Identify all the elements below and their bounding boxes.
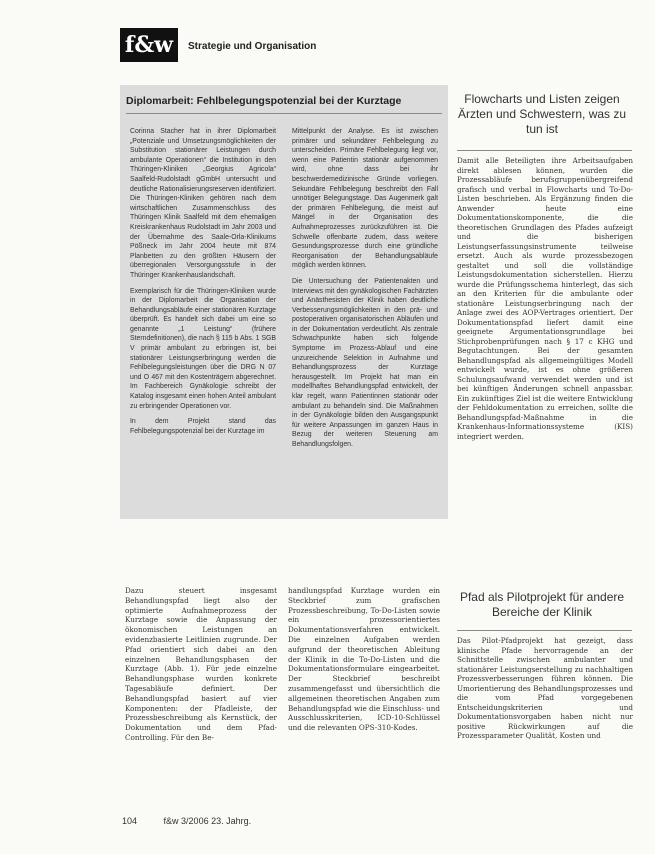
thesis-paragraph: Exemplarisch für die Thüringen-Kliniken wurde in der Diplomarbeit die Organisation der Behandlungsabläufe einer stationären Kurztage überprüft. Es handelt sich dabei um eine so genannte „1 Leistung“ (frühere Sterndefinitionen), die nach § 115 b Abs. 1 SGB V primär ambulant zu erbringen ist, bei stationärer Leistungserbringung werden die Fehlbelegungsleistungen über die DRG N 07 und O 467 mit den Kostenträgern abgerechnet. Im Fachbereich Gynäkologie schreibt der Katalog insgesamt einen hohen Anteil ambulant zu erbringender Operationen vor.: [130, 287, 276, 410]
thesis-column-right: [292, 127, 438, 456]
thesis-paragraph: Corinna Stacher hat in ihrer Diplomarbeit „Potenziale und Umsetzungsmöglichkeiten der Substitution stationärer Leistungen durch ambulante Operationen“ die Institution in den Thüringen-Kliniken „Georgius Agricola“ Saalfeld-Rudolstadt gGmbH untersucht und deutliche Rationalisierungsreserven identifiziert. Die Thüringen-Kliniken gehören nach dem wirtschaftlichen Zusammenschluss des Thüringen Klinik Saalfeld mit dem ehemaligen Kreiskrankenhaus Rudolstadt im Jahr 2003 und der Übernahme des Saale-Orla-Klinikums Pößneck im Jahr 2004 heute mit 874 Planbetten zu den größten Häusern der überregionalen Versorgungsstufe in der Thüringer Krankenhauslandschaft.: [130, 128, 276, 279]
page-number: 104: [122, 816, 138, 826]
body-paragraph: handlungspfad Kurztage wurden ein Steckbrief zum grafischen Prozessbeschreibung, To-Do-Listen sowie ein prozessorientiertes Dokumentationsverfahren entwickelt. Die einzelnen Aufgaben werden aufgrund der theoretischen Ableitung der Klinik in die To-Do-Listen und die Dokumentationsformulare eingearbeitet. Der Steckbrief beschreibt zusammengefasst und übersichtlich die allgemeinen theoretischen Angaben zum Behandlungspfad wie die Einschluss- und Ausschlusskriterien, ICD-10-Schlüssel und die relevanten OPS-310-Kodes.: [288, 586, 440, 733]
sidebar-column-text-2: [457, 636, 633, 741]
thesis-paragraph: In dem Projekt stand das Fehlbelegungspotenzial bei der Kurztage im: [130, 418, 276, 435]
page-footer: [122, 816, 275, 826]
body-paragraph: Damit alle Beteiligten ihre Arbeitsaufgaben direkt ablesen können, wurden die Prozessabläufe berufsgruppenübergreifend grafisch und verbal in Flowcharts und To-Do-Listen beschrieben. Als Ergänzung finden die Anwender heute eine Dokumentationskomponente, die die theoretischen Grundlagen des Pfades aufzeigt und die bisherigen Leistungserfassungsinstrumente teilweise ersetzt. Auch als wurde prozessbezogen gestaltet und soll die vollständige Leistungsdokumentation sicherstellen. Hierzu wurde die Prüfungsschema hinterlegt, das sich an den Kriterien für die ambulante oder stationäre Leistungserbringung nach der Anlage zwei des AOP-Vertrages orientiert. Der Dokumentationspfad liefert damit eine geeignete Argumentationsgrundlage bei Stichprobenprüfungen nach § 17 c KHG und Begutachtungen. Bei der gesamten Behandlungspfad als allgemeingültiges Modell entwickelt wurde, ist es ohne größeren Schulungsaufwand verwendet werden und ist bei künftigen Änderungen schnell anpassbar. Ein zukünftiges Ziel ist die weitere Entwicklung der Fehldokumentation zu erreichen, sollte die Behandlungspfad-Maßnahme in die Krankenhaus-Informationssysteme (KIS) integriert werden.: [457, 156, 633, 441]
thesis-paragraph: Mittelpunkt der Analyse. Es ist zwischen primärer und sekundärer Fehlbelegung zu unterscheiden. Primäre Fehlbelegung liegt vor, wenn eine Patientin stationär aufgenommen wird, ohne dass bei ihr beschwerdemedizinische Gründe vorliegen. Sekundäre Fehlbelegung beschreibt den Fall unnötiger Belegungstage. Das Augenmerk galt der primären Fehlbelegung, die meist auf Mängel in der Organisation des Aufnahmeprozesses zurückzuführen ist. Die Schwelle offenbarte zudem, dass weitere Gesundungsprozesse durch eine gründliche Reorganisation der Behandlungsabläufe möglich werden können.: [292, 128, 438, 270]
issue-label: f&w 3/2006 23. Jahrg.: [163, 816, 252, 826]
thesis-paragraph: Die Untersuchung der Patientenakten und Interviews mit den gynäkologischen Fachärzten und Anästhesisten der Klinik haben deutliche Verbesserungsmöglichkeiten in den prä- und postoperativen organisatorischen Abläufen und in der Dokumentation verdeutlicht. Als zentrale Schwachpunkte haben sich folgende Symptome im Prozess-Ablauf und eine unzureichende Selektion in Aufnahme und Behandlungsprozess der Kurztage herausgestellt. Im Projekt hat man ein modellhaftes Behandlungspfad entwickelt, der klar regelt, wann Patientinnen stationär oder ambulant zu behandeln sind. Die Maßnahmen in der Gynäkologie bilden den Ausgangspunkt für weitere Anpassungen im ganzen Haus in Bezug der weiteren Steuerung am Behandlungsfolgen.: [292, 277, 438, 448]
body-paragraph: Das Pilot-Pfadprojekt hat gezeigt, dass klinische Pfade hervorragende an der Schnittstelle zwischen ambulanter und stationärer Leistungserstellung zu nachhaltigen Prozessverbesserungen führen können. Die Umorientierung des Behandlungsprozesses und die vom Pfad vorgegebenen Entscheidungskriterien und Dokumentationsvorgaben haben nicht nur positive Rückwirkungen auf die Prozessparameter Qualität, Kosten und: [457, 636, 633, 740]
thesis-column-left: [130, 127, 276, 442]
heading-divider: [457, 630, 632, 631]
fw-logo: f&w: [120, 28, 178, 62]
thesis-box-title: Diplomarbeit: Fehlbelegungspotenzial bei der Kurztage: [126, 95, 442, 114]
sidebar-heading-flowcharts: Flowcharts und Listen zeigen Ärzten und Schwestern, was zu tun ist: [457, 92, 627, 136]
body-column-left: [125, 586, 277, 743]
body-paragraph: Dazu steuert insgesamt Behandlungspfad liegt also der optimierte Aufnahmeprozess der Kurztage sowie die Anpassung der ökonomischen Leistungen an evidenzbasierte Leitlinien zugrunde. Der Pfad orientiert sich dabei an den einzelnen Behandlungsphasen der Kurztage (Abb. 1). Für jede einzelne Behandlungsphase wurden konkrete Tagesabläufe definiert. Der Behandlungspfad basiert auf vier Komponenten: der Pfadleiste, der Prozessbeschreibung als Kernstück, der Dokumentation und dem Pfad-Controlling. Für den Be-: [125, 586, 277, 742]
section-title: Strategie und Organisation: [188, 41, 317, 52]
sidebar-heading-pilot: Pfad als Pilotprojekt für andere Bereiche der Klinik: [459, 590, 625, 619]
sidebar-column-text: [457, 156, 633, 441]
thesis-box: [120, 85, 448, 519]
body-column-middle: [288, 586, 440, 733]
heading-divider: [457, 150, 632, 151]
